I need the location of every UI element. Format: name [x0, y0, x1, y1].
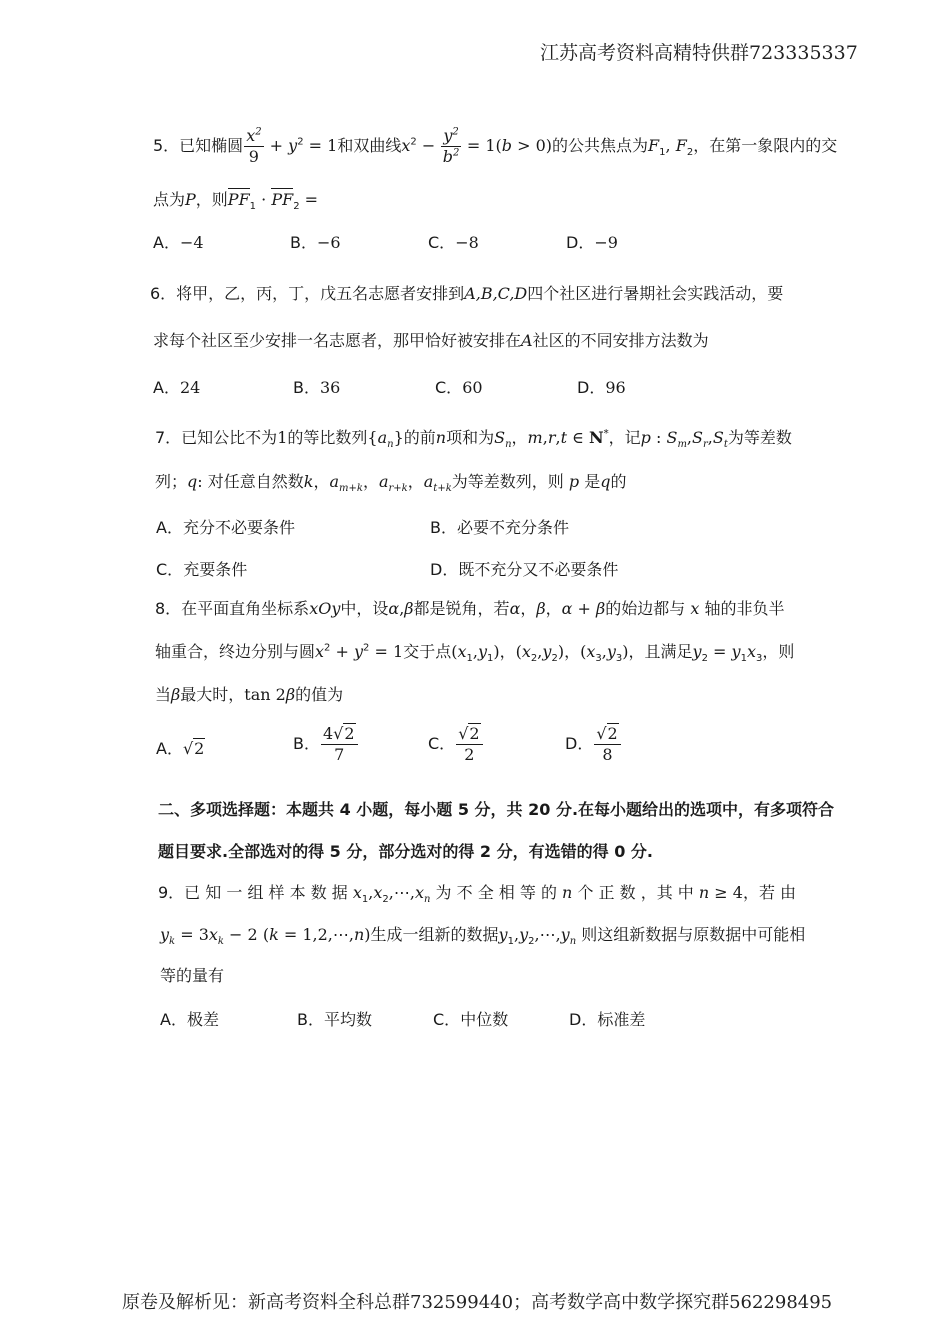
question-6-line-1: 6．将甲，乙，丙，丁，戊五名志愿者安排到A,B,C,D四个社区进行暑期社会实践活动，要 [150, 284, 784, 303]
q5-point-is: 点为 [153, 190, 186, 209]
question-5-line-1: 5．已知椭圆 $\frac{x^2}{9}$ + $y^2 = 1$和双曲线$x^2$ − $\frac{y^2}{b^2}$ = 1(b > 0)的公共焦点为$F_1$, $F_2$，在第一象限内的交 [153, 126, 838, 166]
question-8-line-2: 轴重合，终边分别与圆$x^2 + y^2 = 1$交于点$(x_1,y_1)$，$(x_2,y_2)$，$(x_3,y_3)$，且满足$y_2 = y_1x_3$，则 [155, 642, 795, 665]
section-2-heading-line-1: 二、多项选择题：本题共 4 小题，每小题 5 分，共 20 分.在每小题给出的选项中，有多项符合 [158, 800, 835, 819]
q5-then: ，则 [195, 190, 228, 209]
q8-option-b: B． $\frac{4√2}{7}$ [293, 724, 359, 765]
q5-option-c: C．−8 [428, 233, 479, 252]
q5-and-hyperbola: 和双曲线 [337, 136, 402, 155]
header-watermark: 江苏高考资料高精特供群723335337 [540, 42, 858, 64]
question-8-line-3: 当β最大时，tan 2β的值为 [155, 685, 344, 704]
q9-option-a: A．极差 [160, 1010, 219, 1029]
q5-foci-text: 的公共焦点为 [552, 136, 649, 155]
question-9-line-2: $y_k = 3x_k - 2$ (k = 1,2,⋯,n)生成一组新的数据$y_1,y_2,\cdots,y_n$ 则这组新数据与原数据中可能相 [160, 925, 806, 948]
q5-fraction-x2-9: $\frac{x^2}{9}$ [246, 126, 262, 166]
q5-fraction-y2-b2: $\frac{y^2}{b^2}$ [442, 126, 460, 166]
question-9-line-1: 9．已 知 一 组 样 本 数 据 $x_1,x_2,\cdots,x_n$ 为 不 全 相 等 的 n 个 正 数 ，其 中 n ≥ 4，若 由 [158, 883, 797, 906]
q6-option-b: B．36 [293, 378, 341, 397]
q5-number: 5．已知椭圆 [153, 136, 244, 155]
q5-option-d: D．−9 [566, 233, 618, 252]
q5-option-b: B．−6 [290, 233, 341, 252]
question-6-line-2: 求每个社区至少安排一名志愿者，那甲恰好被安排在A社区的不同安排方法数为 [153, 331, 709, 350]
q5-first-quadrant: ，在第一象限内的交 [693, 136, 838, 155]
question-8-line-1: 8．在平面直角坐标系xOy中，设α,β都是锐角，若α，β，α + β的始边都与 x 轴的非负半 [155, 599, 785, 618]
q9-option-d: D．标准差 [569, 1010, 646, 1029]
q9-option-c: C．中位数 [433, 1010, 509, 1029]
q8-option-d: D． $\frac{√2}{8}$ [565, 724, 622, 765]
q8-option-c: C． $\frac{√2}{2}$ [428, 724, 484, 765]
question-5-line-2: 点为P，则$PF_1 \cdot PF_2$ = [153, 190, 319, 213]
question-9-line-3: 等的量有 [160, 966, 225, 985]
section-2-heading-line-2: 题目要求.全部选对的得 5 分，部分选对的得 2 分，有选错的得 0 分. [158, 842, 653, 861]
question-7-line-1: 7．已知公比不为1的等比数列$\{a_n\}$的前n项和为$S_n$，m,r,t ∈ N*，记p : $S_m,S_r,S_t$为等差数 [155, 428, 792, 451]
q7-option-b: B．必要不充分条件 [430, 518, 569, 537]
q9-option-b: B．平均数 [297, 1010, 372, 1029]
question-7-line-2: 列；q: 对任意自然数k，$a_{m+k}$，$a_{r+k}$，$a_{t+k}$为等差数列，则 p 是q的 [155, 472, 627, 495]
footer-watermark: 原卷及解析见：新高考资料全科总群732599440；高考数学高中数学探究群562298495 [122, 1292, 833, 1313]
q7-option-d: D．既不充分又不必要条件 [430, 560, 619, 579]
q7-option-c: C．充要条件 [156, 560, 248, 579]
q7-option-a: A．充分不必要条件 [156, 518, 295, 537]
q8-option-a: A．√2 [156, 739, 205, 758]
q6-option-d: D．96 [577, 378, 626, 397]
q5-option-a: A．−4 [153, 233, 204, 252]
q6-option-c: C．60 [435, 378, 483, 397]
q6-option-a: A．24 [153, 378, 201, 397]
